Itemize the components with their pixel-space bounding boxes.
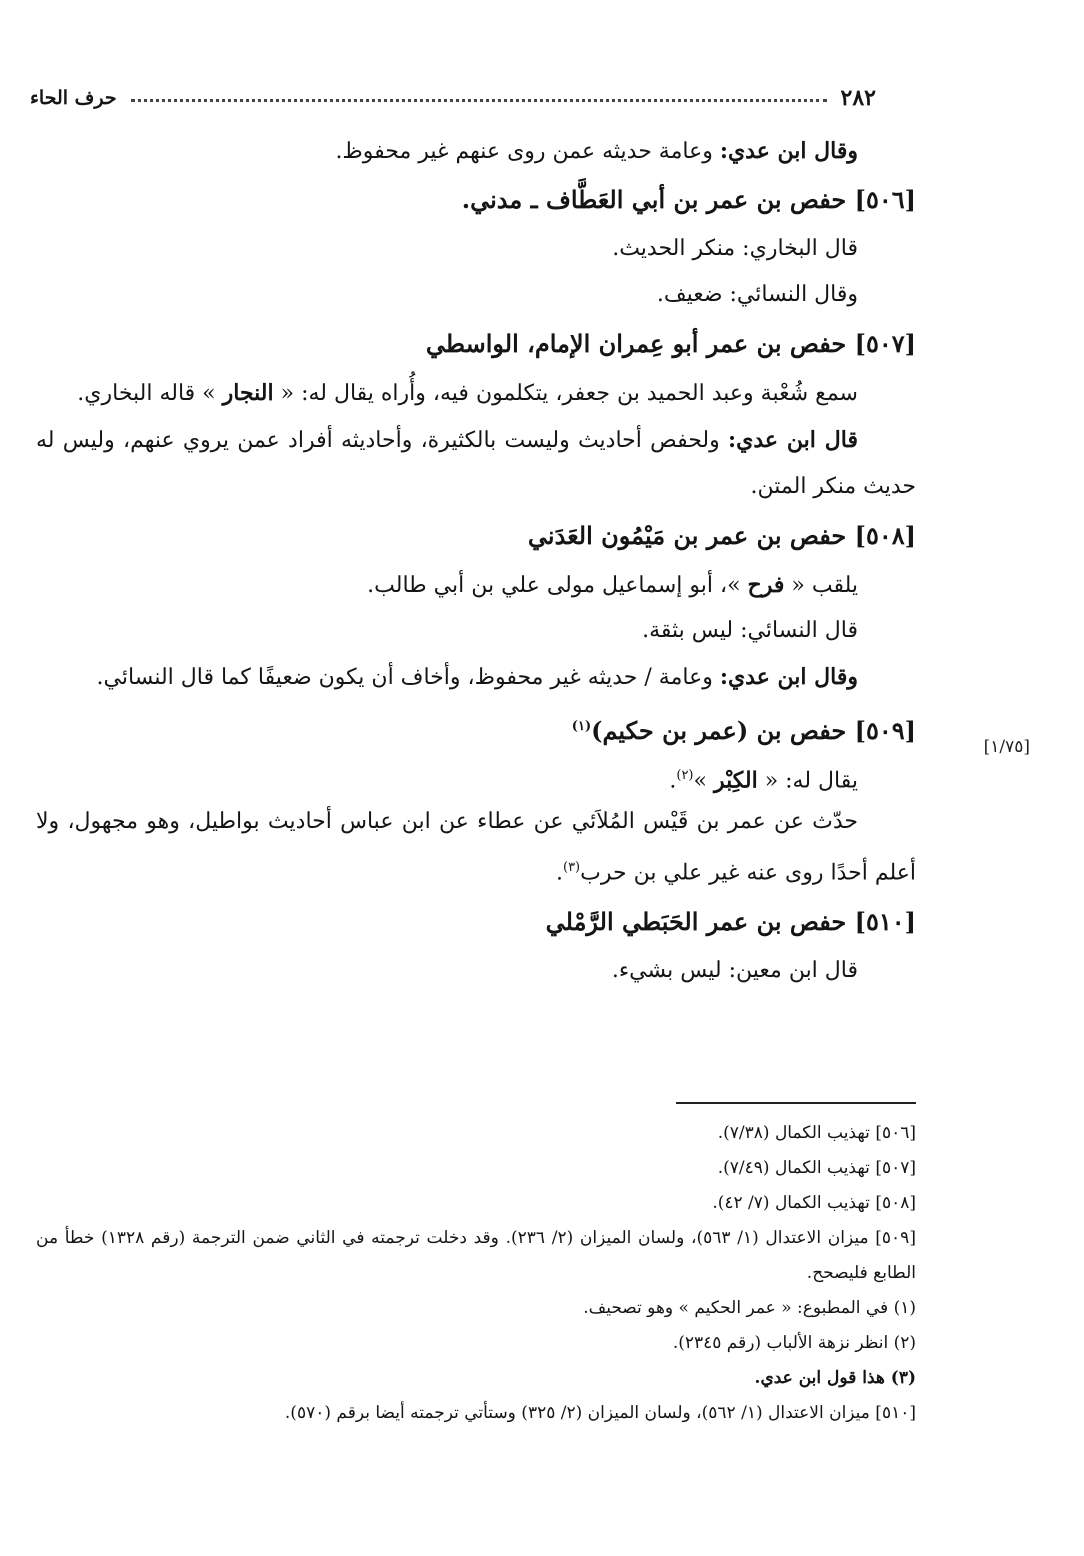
text-span: حدّث عن عمر بن قَيْس المُلاَئي عن عطاء عن ابن عباس أحاديث بواطيل، وهو مجهول، ولا أعلم أحدًا روى عنه غير علي بن حرب bbox=[36, 809, 916, 886]
page-number: ٢٨٢ bbox=[840, 85, 876, 111]
entry-heading-509 bbox=[36, 701, 916, 753]
footnote: [٥٠٩] ميزان الاعتدال (١/ ٥٦٣)، ولسان الميزان (٢/ ٢٣٦). وقد دخلت ترجمته في الثاني ضمن الترجمة (رقم ١٣٢٨) خطأ من الطابع فليصحح. bbox=[36, 1228, 916, 1283]
paragraph bbox=[36, 799, 916, 896]
entry-heading-508: [٥٠٨] حفص بن عمر بن مَيْمُون العَدَني bbox=[527, 521, 916, 550]
text-span: يلقب « bbox=[784, 573, 858, 598]
entry-heading-510: [٥١٠] حفص بن عمر الحَبَطي الرَّمْلي bbox=[545, 907, 916, 937]
text-span: »، أبو إسماعيل مولى علي بن أبي طالب. bbox=[367, 573, 748, 598]
footnotes bbox=[36, 1116, 916, 1431]
heading-text: [٥٠٩] حفص بن (عمر بن حكيم) bbox=[591, 716, 916, 745]
page-header bbox=[30, 80, 876, 116]
text-span: » قاله البخاري. bbox=[77, 381, 223, 406]
line-text: وعامة حديثه عمن روى عنهم غير محفوظ. bbox=[335, 139, 720, 164]
entry-heading-507: [٥٠٧] حفص بن عمر أبو عِمران الإمام، الواسطي bbox=[425, 329, 916, 358]
footnote: (١) في المطبوع: « عمر الحكيم » وهو تصحيف. bbox=[583, 1298, 916, 1318]
margin-reference: [١/٧٥] bbox=[983, 737, 1030, 757]
footnote-marker: (١) bbox=[571, 719, 592, 734]
paragraph-line: وقال النسائي: ضعيف. bbox=[656, 282, 858, 307]
text-span: يقال له: « bbox=[757, 768, 858, 794]
paragraph-line bbox=[36, 128, 916, 174]
paragraph bbox=[36, 370, 916, 417]
footnote: [٥٠٧] تهذيب الكمال (٧/٤٩). bbox=[717, 1158, 916, 1178]
speaker-label: قال ابن عدي: bbox=[727, 427, 858, 453]
bold-term: النجار bbox=[222, 380, 274, 406]
paragraph-line: قال النسائي: ليس بثقة. bbox=[642, 618, 858, 643]
paragraph-line: قال البخاري: منكر الحديث. bbox=[612, 236, 858, 261]
paragraph bbox=[36, 654, 916, 701]
footnote: (٣) هذا قول ابن عدي. bbox=[754, 1368, 916, 1388]
running-title: حرف الحاء bbox=[30, 87, 117, 109]
footnote-marker: (٣) bbox=[562, 860, 581, 875]
footnote: [٥٠٦] تهذيب الكمال (٧/٣٨). bbox=[717, 1123, 916, 1143]
bold-term: الكِبْر bbox=[713, 767, 758, 794]
paragraph-line bbox=[36, 562, 916, 608]
paragraph-line bbox=[36, 753, 916, 799]
text-span: وعامة / حديثه غير محفوظ، وأخاف أن يكون ضعيفًا كما قال النسائي. bbox=[96, 665, 720, 690]
text-span: سمع شُعْبة وعبد الحميد بن جعفر، يتكلمون فيه، وأُراه يقال له: « bbox=[273, 381, 858, 406]
entry-heading-506: [٥٠٦] حفص بن عمر بن أبي العَطَّاف ـ مدني. bbox=[461, 185, 916, 214]
speaker-label: وقال ابن عدي: bbox=[719, 664, 858, 690]
paragraph bbox=[36, 417, 916, 510]
footnote-marker: (٢) bbox=[676, 768, 694, 783]
footnote: [٥٠٨] تهذيب الكمال (٧/ ٤٢). bbox=[712, 1193, 916, 1213]
header-dotted-rule bbox=[131, 99, 827, 102]
footnote: (٢) انظر نزهة الألباب (رقم ٢٣٤٥). bbox=[672, 1333, 916, 1353]
paragraph-line: قال ابن معين: ليس بشيء. bbox=[611, 958, 858, 984]
text-span: . bbox=[555, 860, 563, 886]
text-span: ولحفص أحاديث وليست بالكثيرة، وأحاديثه أفراد عمن يروي عنهم، وليس له حديث منكر المتن. bbox=[36, 428, 916, 499]
text-span: . bbox=[669, 768, 677, 794]
footnote-separator bbox=[676, 1102, 916, 1104]
main-text bbox=[36, 128, 916, 994]
bold-term: فرح bbox=[747, 572, 785, 598]
speaker-label: وقال ابن عدي: bbox=[719, 138, 858, 164]
footnote: [٥١٠] ميزان الاعتدال (١/ ٥٦٢)، ولسان الميزان (٢/ ٣٢٥) وستأتي ترجمته أيضا برقم (٥٧٠). bbox=[284, 1403, 916, 1423]
text-span: » bbox=[693, 768, 714, 794]
